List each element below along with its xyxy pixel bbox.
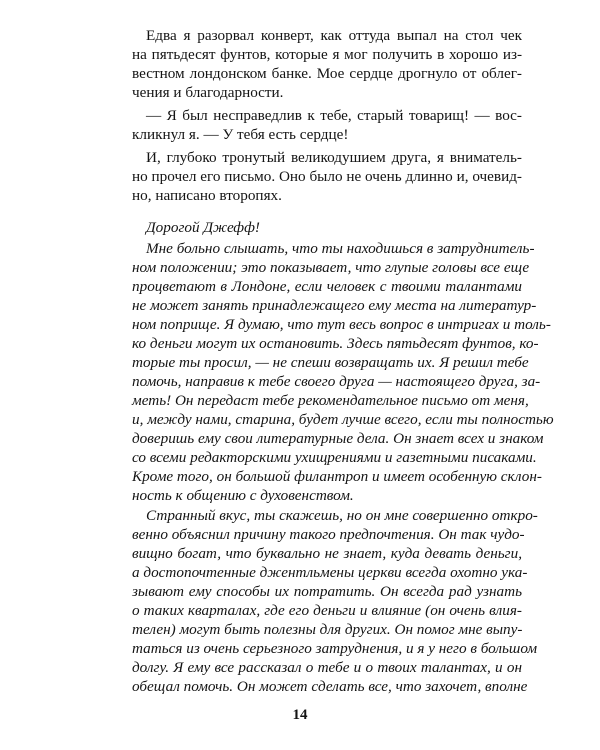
letter-salutation: Дорогой Джефф! <box>146 219 260 236</box>
text-line: на пятьдесят фунтов, которые я мог получить в хорошо из- <box>132 46 522 63</box>
text-line: процветают в Лондоне, если человек с твоими талантами <box>132 278 522 295</box>
letter-paragraph-1 <box>132 239 554 505</box>
paragraph-3 <box>132 148 522 205</box>
paragraph-2 <box>132 106 522 144</box>
text-line: ном поприще. Я думаю, что тут весь вопрос в интригах и толь- <box>132 316 551 333</box>
text-line: но прочел его письмо. Оно было не очень длинно и, очевид- <box>132 168 522 185</box>
text-line: — Я был несправедлив к тебе, старый товарищ! — вос- <box>146 107 522 124</box>
text-line: помочь, направив к тебе своего друга — настоящего друга, за- <box>132 373 541 390</box>
text-line: вестном лондонском банке. Мое сердце дрогнуло от облег- <box>132 65 522 82</box>
text-line: Мне больно слышать, что ты находишься в затруднитель- <box>146 240 535 257</box>
letter-paragraph-2 <box>132 506 538 696</box>
text-line: а достопочтенные джентльмены церкви всегда охотно ука- <box>132 564 528 581</box>
text-line: ко деньги могут их остановить. Здесь пятьдесят фунтов, ко- <box>132 335 539 352</box>
text-line: ность к общению с духовенством. <box>132 487 354 504</box>
text-line: ном положении; это показывает, что глупые головы все еще <box>132 259 530 276</box>
text-line: венно объяснил причину такого предпочтения. Он так чудо- <box>132 526 525 543</box>
text-line: И, глубоко тронутый великодушием друга, я вниматель- <box>146 149 522 166</box>
text-line: телен) могут быть полезны для других. Он помог мне выпу- <box>132 621 523 638</box>
text-line: со всеми редакторскими ухищрениями и газетными писаками. <box>132 449 537 466</box>
text-line: о таких кварталах, где его деньги и влияние (он очень влия- <box>132 602 522 619</box>
text-line: вищно богат, что буквально не знает, куда девать деньги, <box>132 545 522 562</box>
text-line: обещал помочь. Он может сделать все, что захочет, вполне <box>132 678 528 695</box>
text-line: Едва я разорвал конверт, как оттуда выпал на стол чек <box>146 27 522 44</box>
text-line: не может занять принадлежащего ему места на литератур- <box>132 297 537 314</box>
text-line: доверишь ему свои литературные дела. Он знает всех и знаком <box>132 430 544 447</box>
text-line: зывают ему способы их потратить. Он всегда рад узнать <box>132 583 522 600</box>
text-line: чения и благодарности. <box>132 84 284 101</box>
page-number: 14 <box>292 707 308 723</box>
paragraph-1 <box>132 26 522 102</box>
text-line: Странный вкус, ты скажешь, но он мне совершенно откро- <box>146 507 538 524</box>
text-line: кликнул я. — У тебя есть сердце! <box>132 126 349 143</box>
text-line: и, между нами, старина, будет лучше всего, если ты полностью <box>132 411 554 428</box>
text-line: но, написано второпях. <box>132 187 282 204</box>
text-line: долгу. Я ему все рассказал о тебе и о твоих талантах, и он <box>132 659 522 676</box>
text-line: меть! Он передаст тебе рекомендательное письмо от меня, <box>132 392 529 409</box>
text-line: торые ты просил, — не спеши возвращать их. Я решил тебе <box>132 354 529 371</box>
text-line: Кроме того, он большой филантроп и имеет особенную склон- <box>132 468 542 485</box>
text-line: таться из очень серьезного затруднения, и я у него в большом <box>132 640 538 657</box>
